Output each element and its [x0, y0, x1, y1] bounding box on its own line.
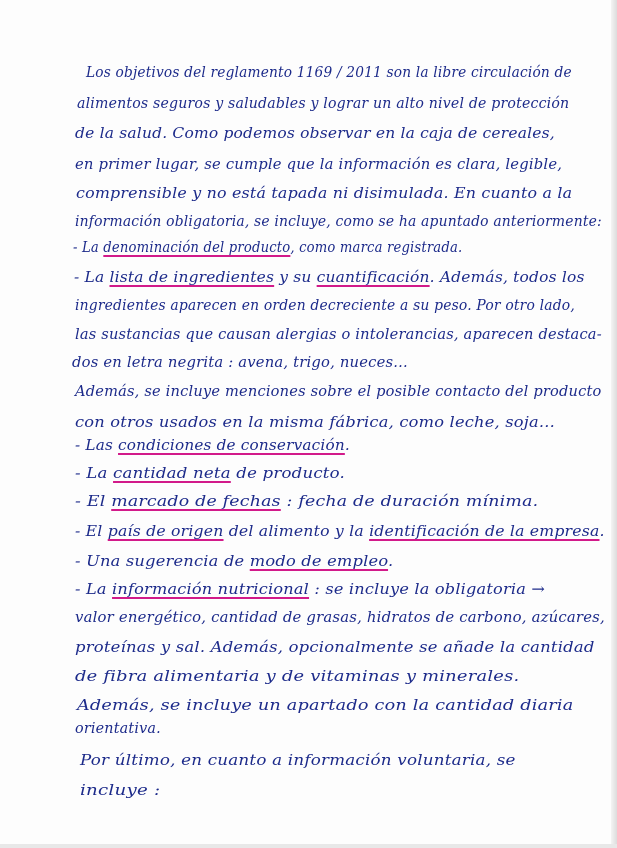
text-line: de la salud. Como podemos observar en la caja de cereales,	[75, 124, 555, 142]
text-line: - Las condiciones de conservación.	[75, 436, 350, 454]
text-line: información obligatoria, se incluye, como se ha apuntado anteriormente:	[75, 212, 602, 230]
text-line: en primer lugar, se cumple que la información es clara, legible,	[75, 155, 563, 173]
text-line: - El país de origen del alimento y la identificación de la empresa.	[75, 522, 605, 540]
text-line: - Una sugerencia de modo de empleo.	[75, 552, 394, 570]
underlined-term: información nutricional	[112, 580, 310, 598]
text-line: comprensible y no está tapada ni disimulada. En cuanto a la	[76, 184, 573, 202]
underlined-term: marcado de fechas	[111, 492, 281, 510]
text-line: de fibra alimentaria y de vitaminas y minerales.	[75, 667, 520, 685]
text-line: - El marcado de fechas : fecha de duración mínima.	[75, 492, 539, 510]
text-line: incluye :	[80, 781, 161, 799]
text-line: proteínas y sal. Además, opcionalmente se añade la cantidad	[75, 638, 595, 656]
underlined-term: país de origen	[107, 522, 224, 540]
text-line: - La cantidad neta de producto.	[75, 464, 346, 482]
text-line: alimentos seguros y saludables y lograr un alto nivel de protección	[77, 94, 570, 112]
text-line: con otros usados en la misma fábrica, como leche, soja...	[75, 413, 556, 431]
text-line: - La lista de ingredientes y su cuantificación. Además, todos los	[74, 268, 585, 286]
page-edge-shadow	[611, 0, 617, 848]
text-line: Los objetivos del reglamento 1169 / 2011 son la libre circulación de	[86, 63, 572, 81]
text-line: valor energético, cantidad de grasas, hidratos de carbono, azúcares,	[75, 608, 605, 626]
text-line: - La información nutricional : se incluye la obligatoria →	[75, 580, 546, 598]
underlined-term: identificación de la empresa	[369, 522, 600, 540]
underlined-term: denominación del producto	[103, 238, 291, 256]
underlined-term: modo de empleo	[249, 552, 389, 570]
text-line: las sustancias que causan alergias o intolerancias, aparecen destaca-	[75, 325, 602, 343]
page-bottom-edge	[0, 844, 617, 848]
text-line: Además, se incluye menciones sobre el posible contacto del producto	[75, 382, 602, 400]
text-line: orientativa.	[75, 719, 161, 737]
underlined-term: condiciones de conservación	[118, 436, 345, 454]
text-line: Por último, en cuanto a información voluntaria, se	[80, 751, 516, 769]
underlined-term: lista de ingredientes	[109, 268, 275, 286]
underlined-term: cuantificación	[316, 268, 430, 286]
text-line: dos en letra negrita : avena, trigo, nueces...	[72, 353, 408, 371]
text-line: Además, se incluye un apartado con la cantidad diaria	[77, 696, 574, 714]
underlined-term: cantidad neta	[113, 464, 231, 482]
text-line: ingredientes aparecen en orden decreciente a su peso. Por otro lado,	[75, 296, 575, 314]
text-line: - La denominación del producto, como marca registrada.	[73, 238, 463, 256]
